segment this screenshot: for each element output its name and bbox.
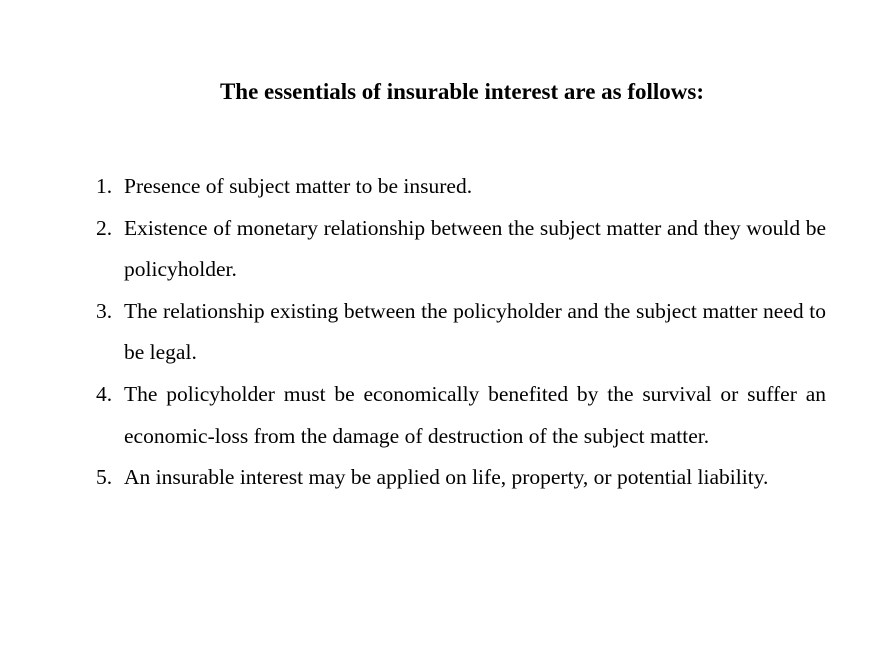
- list-item-text: The relationship existing between the policyholder and the subject matter need to be legal.: [124, 298, 826, 365]
- list-item: [96, 291, 826, 374]
- list-item: [96, 208, 826, 291]
- list-item-text: An insurable interest may be applied on life, property, or potential liability.: [124, 465, 769, 490]
- list-item: [96, 457, 826, 499]
- list-item-text: Existence of monetary relationship between the subject matter and they would be policyholder.: [124, 215, 826, 282]
- list-item-text: The policyholder must be economically benefited by the survival or suffer an economic-loss from the damage of destruction of the subject matter.: [124, 381, 826, 448]
- list-item-text: Presence of subject matter to be insured.: [124, 174, 473, 198]
- list-item-number: 3.: [96, 298, 113, 323]
- list-item-number: 5.: [96, 465, 113, 490]
- list-item: [96, 374, 826, 457]
- list-item-number: 4.: [96, 381, 113, 406]
- list-item-number: 2.: [96, 215, 113, 240]
- essentials-list: [96, 166, 826, 499]
- list-item-number: 1.: [96, 174, 113, 198]
- page-title: The essentials of insurable interest are as follows:: [219, 79, 705, 104]
- list-item: [96, 166, 826, 208]
